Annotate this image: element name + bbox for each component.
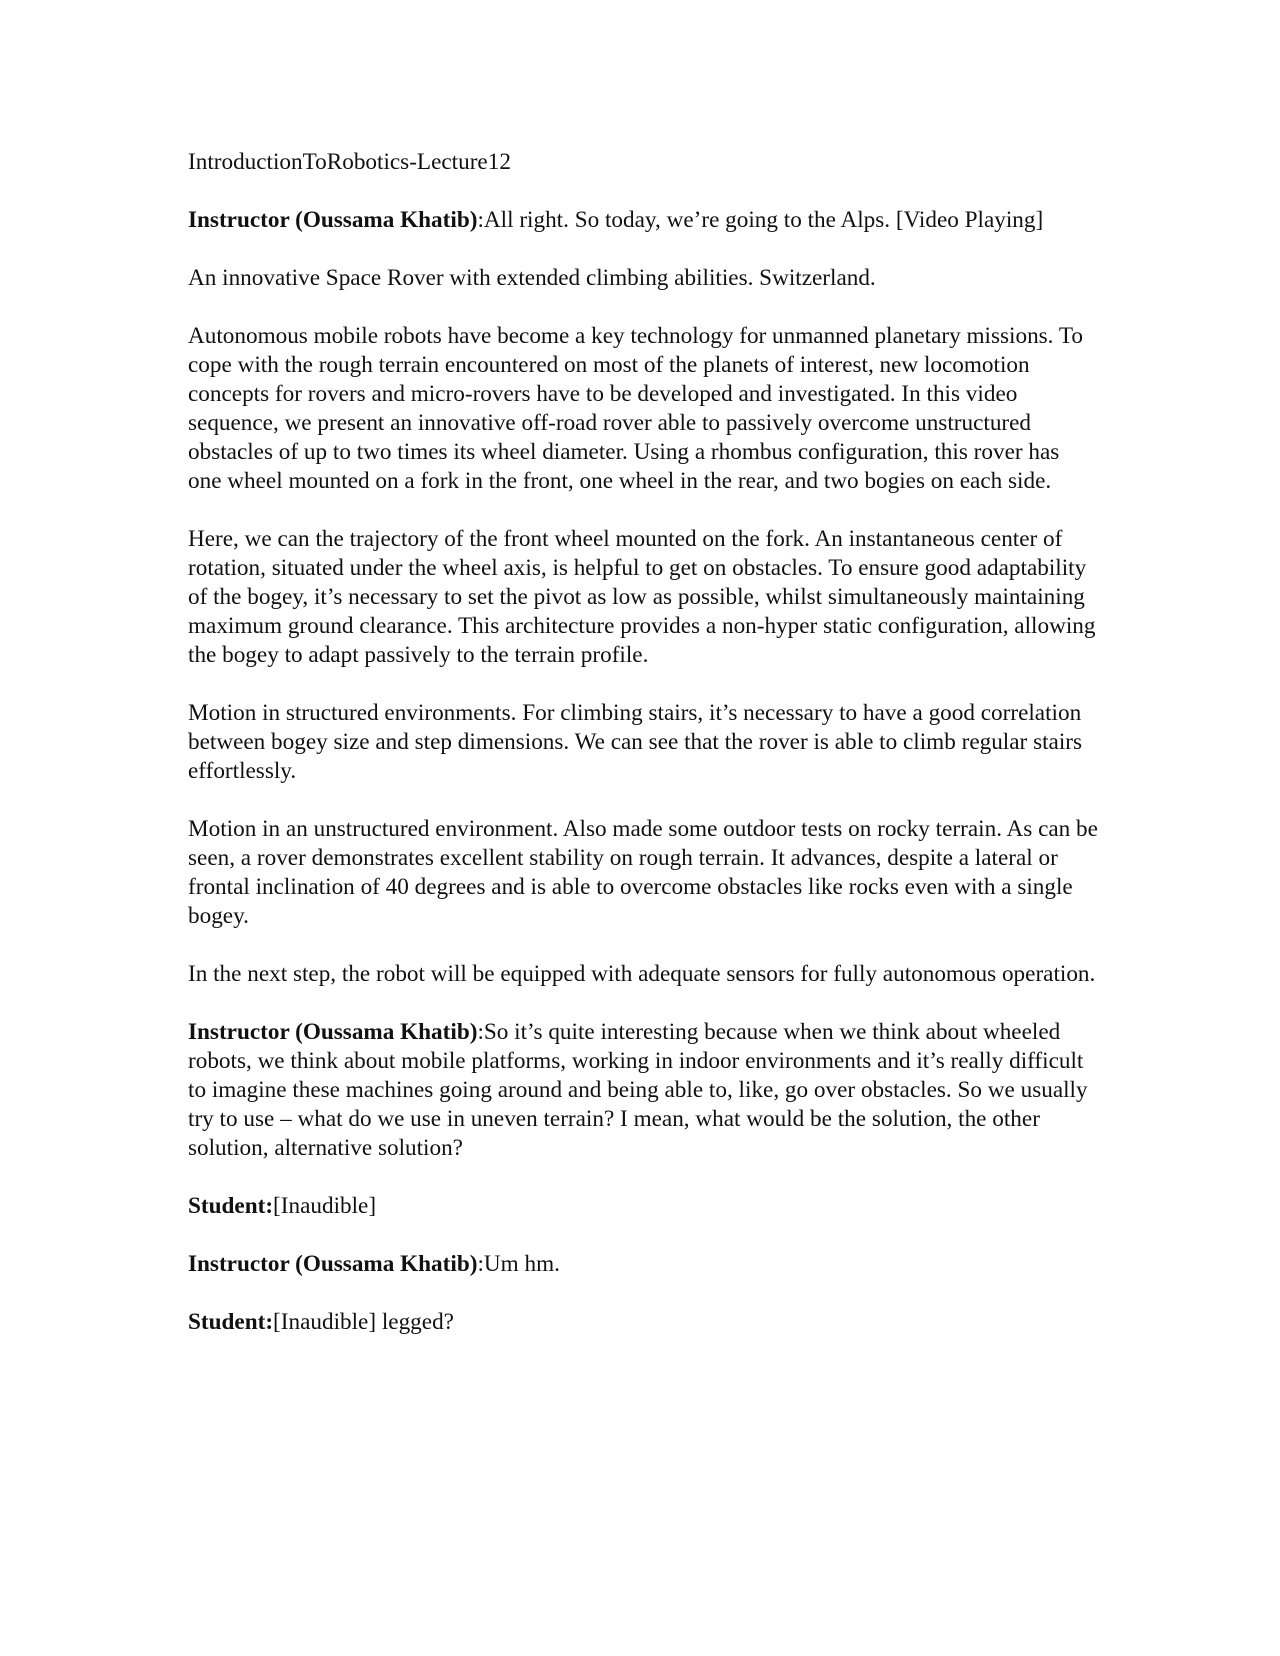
paragraph-text: Motion in an unstructured environment. Also made some outdoor tests on rocky terrain. As can be seen, a rover demonstrates excellent stability on rough terrain. It advances, despite a lateral or frontal inclination of 40 degrees and is able to overcome obstacles like rocks even with a single bogey. [188,816,1098,929]
speaker-separator: : [477,1019,484,1045]
paragraph [188,699,1098,786]
paragraph [188,1250,1098,1279]
paragraph [188,525,1098,670]
paragraph-text: [Inaudible] legged? [273,1309,454,1335]
speaker-label: Instructor (Oussama Khatib) [188,1251,478,1277]
paragraph-text: All right. So today, we’re going to the Alps. [Video Playing] [483,207,1044,233]
paragraph [188,1018,1098,1163]
paragraph-text: Motion in structured environments. For climbing stairs, it’s necessary to have a good correlation between bogey size and step dimensions. We can see that the rover is able to climb regular stairs effortlessly. [188,700,1083,784]
speaker-label: Instructor (Oussama Khatib) [188,207,478,233]
paragraph [188,1192,1098,1221]
paragraph-text: Autonomous mobile robots have become a key technology for unmanned planetary missions. To cope with the rough terrain encountered on most of the planets of interest, new locomotion concepts for rovers and micro-rovers have to be developed and investigated. In this video sequence, we present an innovative off-road rover able to passively overcome unstructured obstacles of up to two times its wheel diameter. Using a rhombus configuration, this rover has one wheel mounted on a fork in the front, one wheel in the rear, and two bogies on each side. [188,323,1083,494]
paragraph-text: So it’s quite interesting because when we think about wheeled robots, we think about mobile platforms, working in indoor environments and it’s really difficult to imagine these machines going around and being able to, like, go over obstacles. So we usually try to use – what do we use in uneven terrain? I mean, what would be the solution, the other solution, alternative solution? [188,1019,1088,1161]
speaker-label: Student: [188,1309,274,1335]
paragraph [188,206,1098,235]
paragraph-text: Um hm. [483,1251,560,1277]
paragraph-text: In the next step, the robot will be equipped with adequate sensors for fully autonomous operation. [188,961,1096,987]
speaker-label: Instructor (Oussama Khatib) [188,1019,478,1045]
speaker-separator: : [477,1251,484,1277]
speaker-separator: : [477,207,484,233]
paragraph [188,1308,1098,1337]
paragraph-text: An innovative Space Rover with extended climbing abilities. Switzerland. [188,265,876,291]
document-title: IntroductionToRobotics-Lecture12 [188,149,511,175]
paragraph-text: Here, we can the trajectory of the front wheel mounted on the fork. An instantaneous center of rotation, situated under the wheel axis, is helpful to get on obstacles. To ensure good adaptability of the bogey, it’s necessary to set the pivot as low as possible, whilst simultaneously maintaining maximum ground clearance. This architecture provides a non-hyper static configuration, allowing the bogey to adapt passively to the terrain profile. [188,526,1096,668]
paragraph [188,815,1098,931]
paragraph [188,322,1098,496]
document-page [188,148,1098,1366]
paragraph [188,264,1098,293]
speaker-label: Student: [188,1193,274,1219]
paragraph-text: [Inaudible] [273,1193,377,1219]
paragraph [188,960,1098,989]
